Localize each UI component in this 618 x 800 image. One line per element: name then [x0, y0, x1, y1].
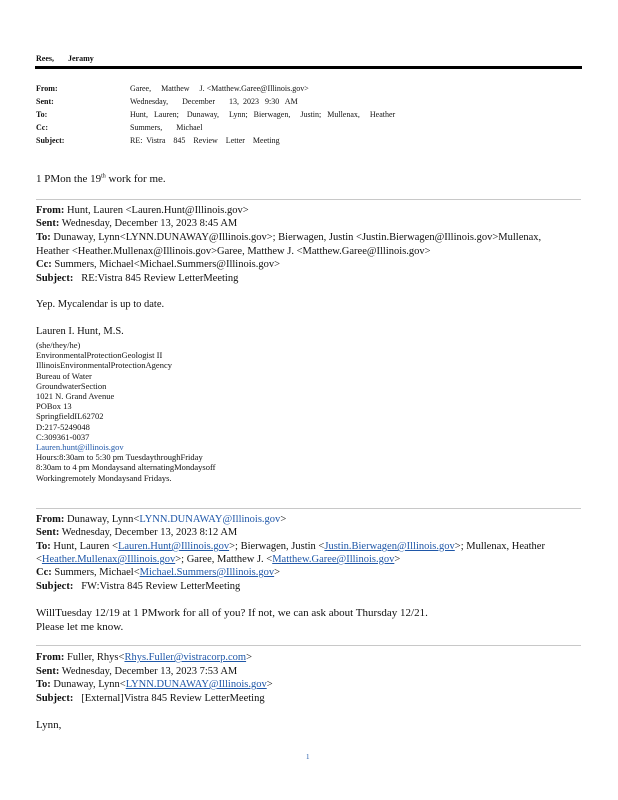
top-message-text-end: work for me.	[105, 173, 166, 185]
email3-sent	[36, 665, 237, 679]
email3-subject	[36, 692, 265, 706]
email2-from-name: Dunaway, Lynn<	[67, 514, 140, 525]
email1-sent	[36, 217, 237, 231]
email3-from	[36, 651, 252, 665]
email3-to-label: To:	[36, 679, 51, 690]
email2-from-end: >	[280, 514, 287, 525]
sig-hours: Workingremotely Mondaysand Fridays.	[36, 472, 172, 483]
email2-from-link[interactable]: LYNN.DUNAWAY@Illinois.gov	[139, 514, 281, 525]
header-first-name: Jeramy	[68, 54, 94, 63]
meta-cc-label: Cc:	[36, 123, 48, 132]
email3-sent-label: Sent:	[36, 666, 60, 677]
email1-from-label: From:	[36, 205, 65, 216]
email3-to	[36, 678, 273, 692]
sig-line: C:309361-0037	[36, 431, 90, 442]
email2-to-text: >; Bierwagen, Justin <	[229, 541, 325, 552]
email2-subject	[36, 580, 240, 594]
email2-to-link[interactable]: Heather.Mullenax@Illinois.gov	[41, 554, 176, 565]
sender-header	[36, 54, 108, 63]
sig-line: D:217-5249048	[36, 421, 90, 432]
email2-to-text: Hunt, Lauren <	[53, 541, 118, 552]
meta-subject-label: Subject:	[36, 136, 65, 145]
email2-sent-label: Sent:	[36, 527, 60, 538]
email1-subject-label: Subject:	[36, 273, 74, 284]
email3-to-end: >	[266, 679, 273, 690]
email2-to-link[interactable]: Lauren.Hunt@Illinois.gov	[117, 541, 230, 552]
sig-line: GroundwaterSection	[36, 380, 107, 391]
sig-hours: 8:30am to 4 pm Mondaysand alternatingMondaysoff	[36, 462, 216, 473]
email3-to-link[interactable]: LYNN.DUNAWAY@Illinois.gov	[125, 679, 267, 690]
email1-subject-value: RE:Vistra 845 Review LetterMeeting	[81, 273, 239, 284]
sig-line: Bureau of Water	[36, 370, 92, 381]
email1-from	[36, 204, 249, 218]
email1-body: Yep. Mycalendar is up to date.	[36, 299, 165, 310]
email3-sent-value: Wednesday, December 13, 2023 7:53 AM	[61, 666, 238, 677]
email1-from-value: Hunt, Lauren <Lauren.Hunt@Illinois.gov>	[67, 205, 249, 216]
email2-to-label: To:	[36, 541, 51, 552]
email2-subject-label: Subject:	[36, 581, 74, 592]
email1-subject	[36, 272, 238, 286]
email1-to	[36, 231, 541, 245]
signature-block	[36, 340, 216, 483]
email3-from-name: Fuller, Rhys<	[67, 652, 125, 663]
meta-sent-value: Wednesday, December 13, 2023 9:30 AM	[130, 97, 298, 106]
email1-sent-value: Wednesday, December 13, 2023 8:45 AM	[61, 218, 238, 229]
header-last-name: Rees,	[36, 54, 54, 63]
email2-to-text: >; Mullenax, Heather	[454, 541, 545, 552]
email2-body-line2: Please let me know.	[36, 621, 124, 633]
email3-subject-label: Subject:	[36, 693, 74, 704]
email2-to-text: <	[36, 554, 42, 565]
email2-subject-value: FW:Vistra 845 Review LetterMeeting	[81, 581, 241, 592]
email3-to-name: Dunaway, Lynn<	[53, 679, 126, 690]
email2-body-line1: WillTuesday 12/19 at 1 PMwork for all of you? If not, we can ask about Thursday 12/21.	[36, 607, 428, 619]
meta-to-label: To:	[36, 110, 48, 119]
top-message-text: 1 PMon the 19	[36, 173, 102, 185]
email1-cc	[36, 258, 280, 272]
top-message	[36, 173, 166, 185]
email3-from-end: >	[246, 652, 253, 663]
email2-to-link[interactable]: Matthew.Garee@Illinois.gov	[272, 554, 395, 565]
email1-cc-value: Summers, Michael<Michael.Summers@Illinois.gov>	[54, 259, 281, 270]
sig-line: EnvironmentalProtectionGeologist II	[36, 350, 163, 361]
meta-sent-label: Sent:	[36, 97, 54, 106]
signature-name: Lauren I. Hunt, M.S.	[36, 326, 124, 337]
email2-to	[36, 540, 545, 554]
email1-to-line2: Heather <Heather.Mullenax@Illinois.gov>Garee, Matthew J. <Matthew.Garee@Illinois.gov>	[36, 246, 431, 257]
email2-from	[36, 513, 286, 527]
sig-line: 1021 N. Grand Avenue	[36, 391, 115, 402]
email1-cc-label: Cc:	[36, 259, 52, 270]
meta-subject-value: RE: Vistra 845 Review Letter Meeting	[130, 136, 280, 145]
meta-cc-value: Summers, Michael	[130, 123, 203, 132]
email2-cc-name: Summers, Michael<	[54, 567, 140, 578]
header-rule	[35, 66, 582, 69]
email2-cc-label: Cc:	[36, 567, 52, 578]
email3-body: Lynn,	[36, 719, 62, 731]
email3-from-link[interactable]: Rhys.Fuller@vistracorp.com	[124, 652, 247, 663]
email2-from-label: From:	[36, 514, 65, 525]
email2-to-line2	[36, 553, 400, 567]
meta-from-value: Garee, Matthew J. <Matthew.Garee@Illinois.gov>	[130, 84, 309, 93]
meta-to-value: Hunt, Lauren; Dunaway, Lynn; Bierwagen, Justin; Mullenax, Heather	[130, 110, 396, 119]
email2-to-link[interactable]: Justin.Bierwagen@Illinois.gov	[324, 541, 455, 552]
email2-to-text: >; Garee, Matthew J. <	[175, 554, 273, 565]
page-number: 1	[306, 753, 310, 761]
email1-to-line1: Dunaway, Lynn<LYNN.DUNAWAY@Illinois.gov>; Bierwagen, Justin <Justin.Bierwagen@Illinois.gov>Mullenax,	[53, 232, 542, 243]
sig-line: POBox 13	[36, 401, 72, 412]
email3-from-label: From:	[36, 652, 65, 663]
meta-from-label: From:	[36, 84, 58, 93]
sig-line: (she/they/he)	[36, 340, 81, 350]
email2-sent-value: Wednesday, December 13, 2023 8:12 AM	[61, 527, 238, 538]
email2-cc	[36, 566, 280, 580]
separator	[36, 508, 581, 509]
email2-cc-end: >	[274, 567, 281, 578]
email2-cc-link[interactable]: Michael.Summers@Illinois.gov	[139, 567, 275, 578]
sig-email-link[interactable]: Lauren.hunt@illinois.gov	[36, 442, 124, 453]
email3-subject-value: [External]Vistra 845 Review LetterMeeting	[81, 693, 265, 704]
top-message-sup: th	[101, 173, 106, 180]
sig-hours: Hours:8:30am to 5:30 pm TuesdaythroughFriday	[36, 452, 203, 463]
email1-sent-label: Sent:	[36, 218, 60, 229]
sig-line: IllinoisEnvironmentalProtectionAgency	[36, 360, 172, 371]
email1-to-label: To:	[36, 232, 51, 243]
email2-to-text: >	[394, 554, 401, 565]
sig-line: SpringfieldIL62702	[36, 411, 104, 422]
separator	[36, 645, 581, 646]
separator	[36, 199, 581, 200]
email2-sent	[36, 526, 237, 540]
